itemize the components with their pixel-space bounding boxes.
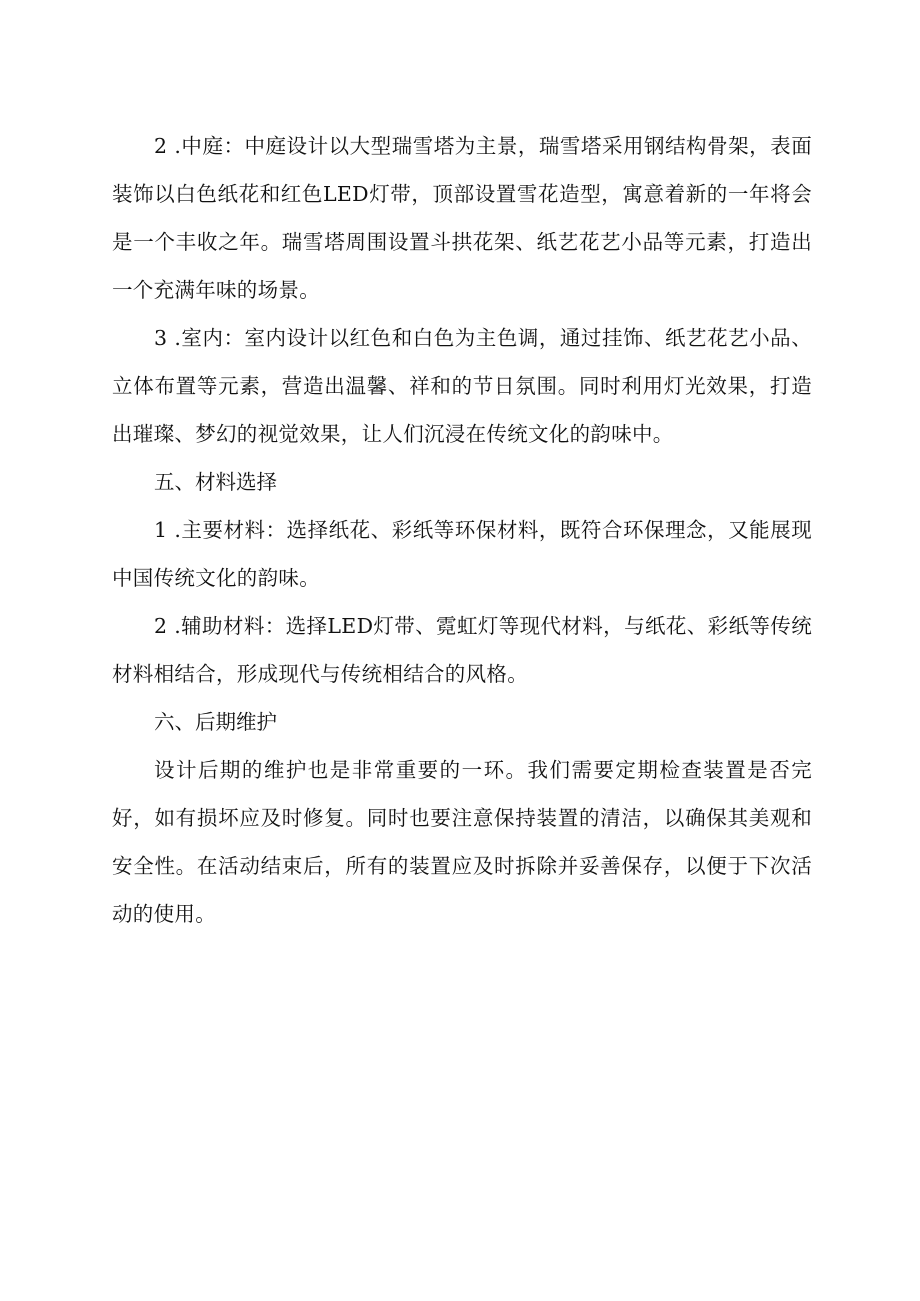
section-heading-maintenance: 六、后期维护 (154, 710, 277, 734)
paragraph-auxiliary-materials: 2 .辅助材料：选择LED灯带、霓虹灯等现代材料，与纸花、彩纸等传统材料相结合，形成现代与传统相结合的风格。 (112, 614, 812, 686)
paragraph-courtyard: 2 .中庭：中庭设计以大型瑞雪塔为主景，瑞雪塔采用钢结构骨架，表面装饰以白色纸花和红色LED灯带，顶部设置雪花造型，寓意着新的一年将会是一个丰收之年。瑞雪塔周围设置斗拱花架、纸艺花艺小品等元素，打造出一个充满年味的场景。 (112, 134, 812, 302)
paragraph-main-materials: 1 .主要材料：选择纸花、彩纸等环保材料，既符合环保理念，又能展现中国传统文化的韵味。 (112, 518, 812, 590)
document-body (112, 122, 812, 938)
paragraph-indoor: 3 .室内：室内设计以红色和白色为主色调，通过挂饰、纸艺花艺小品、立体布置等元素，营造出温馨、祥和的节日氛围。同时利用灯光效果，打造出璀璨、梦幻的视觉效果，让人们沉浸在传统文化的韵味中。 (112, 326, 812, 446)
section-heading-materials: 五、材料选择 (154, 470, 277, 494)
paragraph-maintenance: 设计后期的维护也是非常重要的一环。我们需要定期检查装置是否完好，如有损坏应及时修复。同时也要注意保持装置的清洁，以确保其美观和安全性。在活动结束后，所有的装置应及时拆除并妥善保存，以便于下次活动的使用。 (112, 758, 812, 926)
